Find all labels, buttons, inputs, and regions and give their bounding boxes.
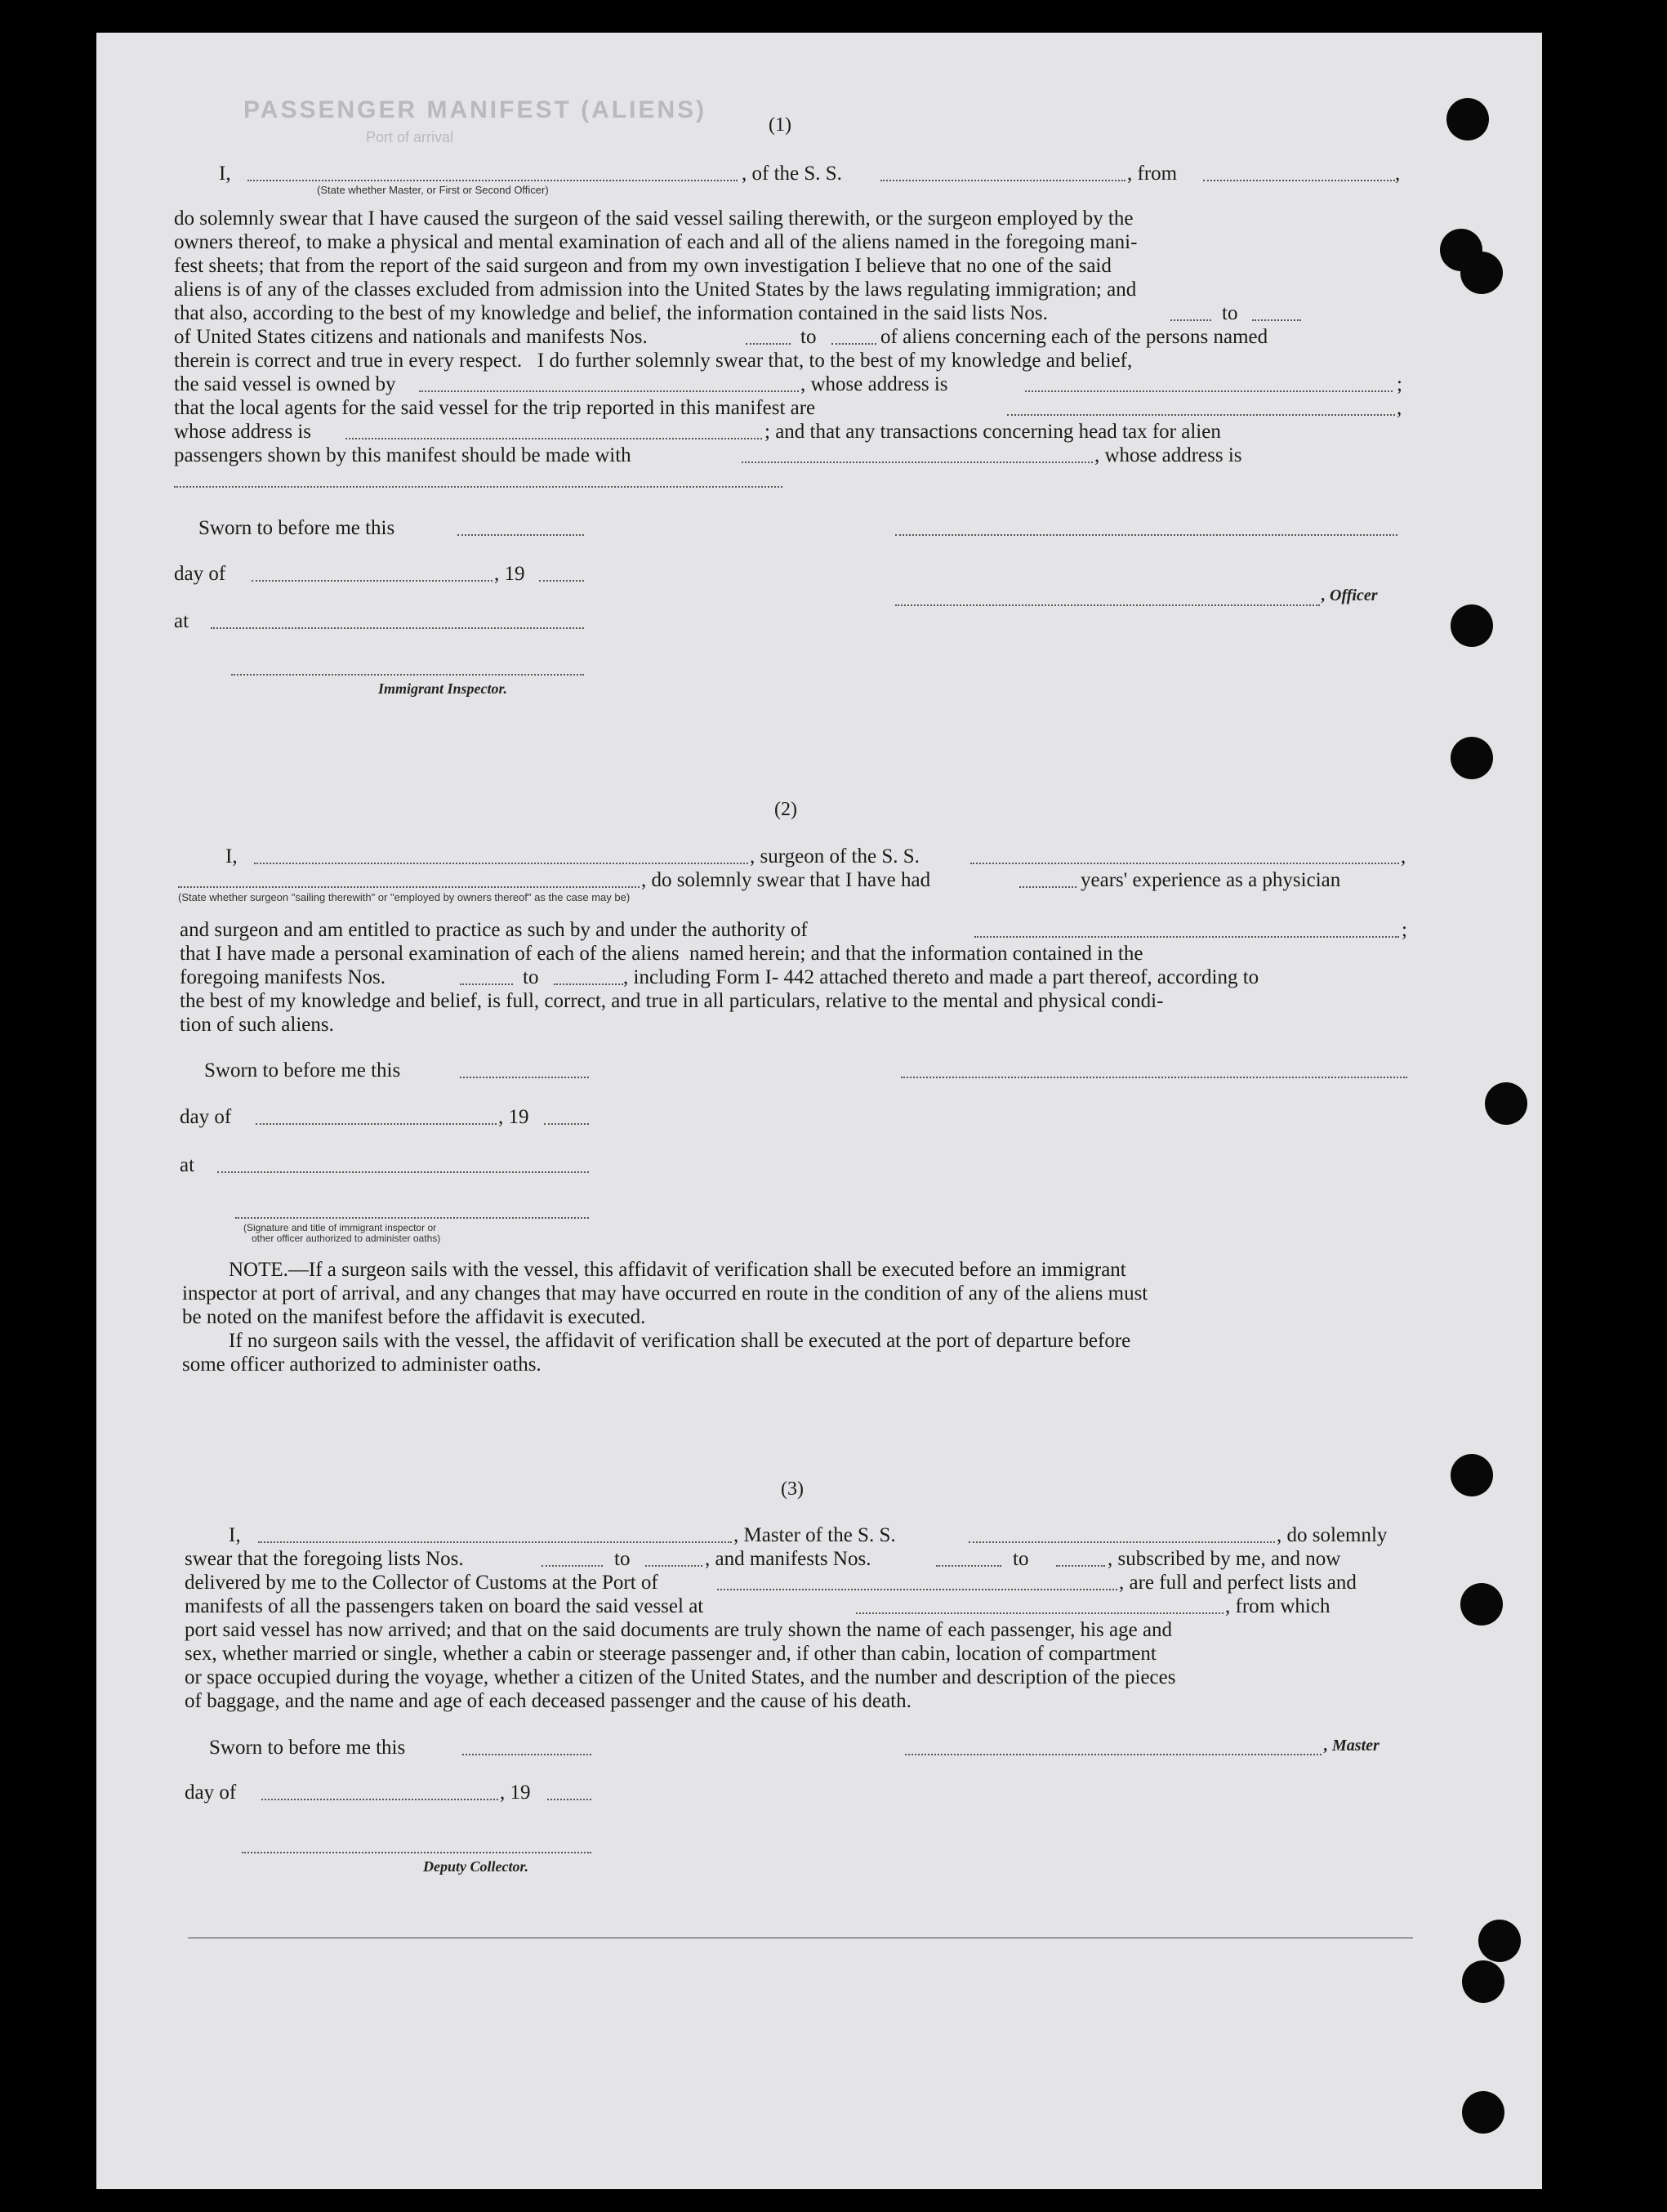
s3-body-3: manifests of all the passengers taken on board the said vessel at (185, 1595, 704, 1617)
s3-year-field[interactable] (547, 1799, 591, 1800)
s2-note-3: be noted on the manifest before the affidavit is executed. (182, 1306, 646, 1328)
s3-day-of: day of (185, 1782, 237, 1804)
s1-inspector-label: Immigrant Inspector. (378, 680, 508, 697)
s3-sworn-day-field[interactable] (462, 1754, 591, 1755)
punch-hole (1462, 1960, 1504, 2003)
s2-year: , 19 (498, 1106, 529, 1128)
s1-at-field[interactable] (211, 627, 584, 629)
s2-sig-note-1: (Signature and title of immigrant inspector or (243, 1222, 437, 1233)
s3-to-1: to (614, 1548, 631, 1570)
s2-body-3: foregoing manifests Nos. (180, 966, 386, 988)
s1-body-3: fest sheets; that from the report of the said surgeon and from my own investigation I believe that no one of the said (174, 255, 1112, 277)
s2-surgeon-type-field[interactable] (178, 886, 640, 888)
s2-surgeon-signature-field[interactable] (901, 1077, 1407, 1078)
s2-manifests-to-field[interactable] (554, 983, 623, 985)
s1-owner-address-field[interactable] (1025, 390, 1393, 392)
s1-at: at (174, 610, 189, 632)
s1-month-field[interactable] (252, 580, 493, 582)
s2-vessel-field[interactable] (970, 863, 1399, 864)
s1-body-10: whose address is (174, 421, 312, 443)
s2-authority-field[interactable] (974, 936, 1399, 938)
s2-body-2: that I have made a personal examination of each of the aliens named herein; and that the information contained in the (180, 943, 1143, 965)
s2-at-field[interactable] (217, 1171, 589, 1173)
s3-body-4: port said vessel has now arrived; and that on the said documents are truly shown the name of each passenger, his age and (185, 1619, 1173, 1641)
s1-comma: , (1395, 163, 1401, 185)
s3-and-manifests: , and manifests Nos. (705, 1548, 871, 1570)
s2-sworn: Sworn to before me this (204, 1059, 401, 1081)
s1-day-of: day of (174, 563, 226, 585)
s2-manifests-from-field[interactable] (460, 983, 513, 985)
s2-note-4: If no surgeon sails with the vessel, the affidavit of verification shall be executed at the port of departure before (229, 1330, 1131, 1352)
s2-note-2: inspector at port of arrival, and any changes that may have occurred en route in the condition of any of the aliens must (182, 1282, 1148, 1304)
s1-whose-address-2: , whose address is (1094, 444, 1242, 466)
s3-sworn: Sworn to before me this (209, 1737, 406, 1759)
s2-comma: , (1401, 845, 1406, 867)
s2-surgeon-name-field[interactable] (254, 863, 748, 864)
s3-year: , 19 (500, 1782, 531, 1804)
section-3-number: (3) (781, 1478, 804, 1500)
s2-body-1: and surgeon and am entitled to practice as such by and under the authority of (180, 919, 808, 941)
section-2-number: (2) (774, 799, 797, 820)
s1-from: , from (1127, 163, 1178, 185)
s3-body-1: swear that the foregoing lists Nos. (185, 1548, 464, 1570)
s1-semicolon: ; (1397, 373, 1402, 395)
section-1-number: (1) (769, 114, 791, 136)
s3-body-6: or space occupied during the voyage, whether a citizen of the United States, and the number and description of the pieces (185, 1666, 1176, 1688)
s2-note-1: NOTE.—If a surgeon sails with the vessel, this affidavit of verification shall be executed before an immigrant (229, 1259, 1126, 1281)
punch-hole (1460, 1583, 1503, 1626)
s2-body-4: the best of my knowledge and belief, is full, correct, and true in all particulars, relative to the mental and physical condi- (180, 990, 1164, 1012)
s2-years-exp: years' experience as a physician (1081, 869, 1341, 891)
s1-officer-signature-field[interactable] (895, 534, 1397, 536)
s2-swear: , do solemnly swear that I have had (641, 869, 931, 891)
s1-head-tax: ; and that any transactions concerning head tax for alien (764, 421, 1221, 443)
s1-i: I, (219, 163, 231, 185)
s1-officer-note: (State whether Master, or First or Second Officer) (317, 184, 549, 196)
s1-sworn: Sworn to before me this (198, 517, 395, 539)
punch-hole (1460, 252, 1503, 294)
s1-body-4: aliens is of any of the classes excluded from admission into the United States by the laws regulating immigration; and (174, 279, 1137, 301)
s1-sworn-day-field[interactable] (457, 534, 584, 536)
s1-owner-field[interactable] (419, 390, 799, 392)
s3-solemnly: , do solemnly (1277, 1524, 1388, 1546)
manifest-page (96, 33, 1542, 2189)
punch-hole (1478, 1920, 1521, 1962)
s2-day-of: day of (180, 1106, 232, 1128)
s3-master-signature-field[interactable] (905, 1754, 1322, 1755)
ghost-header-title: PASSENGER MANIFEST (ALIENS) (243, 96, 707, 123)
s1-to-2: to (800, 326, 817, 348)
s2-to: to (523, 966, 539, 988)
s3-body-2: delivered by me to the Collector of Customs at the Port of (185, 1572, 658, 1594)
s2-note-5: some officer authorized to administer oaths. (182, 1354, 542, 1376)
s3-body-7: of baggage, and the name and age of each deceased passenger and the cause of his death. (185, 1690, 912, 1712)
s3-from-which: , from which (1225, 1595, 1330, 1617)
s2-month-field[interactable] (256, 1123, 497, 1125)
s1-of-ss: , of the S. S. (742, 163, 842, 185)
s1-inspector-signature-field[interactable] (231, 674, 584, 676)
s1-body-7: therein is correct and true in every respect. I do further solemnly swear that, to the best of my knowledge and belief, (174, 350, 1133, 372)
s3-deputy-signature-field[interactable] (242, 1852, 591, 1853)
s1-year: , 19 (494, 563, 525, 585)
s1-vessel-field[interactable] (880, 180, 1125, 181)
s1-agents-field[interactable] (1007, 414, 1395, 416)
s1-year-field[interactable] (539, 580, 584, 582)
s2-year-field[interactable] (544, 1123, 589, 1125)
punch-hole (1451, 1454, 1493, 1496)
s1-officer-label: , Officer (1322, 586, 1378, 604)
s2-surgeon-note: (State whether surgeon "sailing therewith" or "employed by owners thereof" as the case may be) (178, 891, 631, 903)
s2-inspector-signature-field[interactable] (235, 1217, 589, 1219)
s3-master-of: , Master of the S. S. (733, 1524, 896, 1546)
s1-agents-address-field[interactable] (345, 438, 762, 439)
s1-manifests-from-field[interactable] (746, 343, 791, 345)
s1-comma-2: , (1397, 397, 1402, 419)
s1-body-8: the said vessel is owned by (174, 373, 396, 395)
s2-sworn-day-field[interactable] (460, 1077, 589, 1078)
s3-subscribed: , subscribed by me, and now (1108, 1548, 1341, 1570)
s3-manifests-from-field[interactable] (936, 1565, 1001, 1567)
s3-i: I, (229, 1524, 241, 1546)
s1-whose-address-1: , whose address is (800, 373, 948, 395)
s1-manifests-to-field[interactable] (831, 343, 876, 345)
s1-officer-name-field[interactable] (895, 604, 1320, 606)
s3-vessel-field[interactable] (969, 1541, 1275, 1543)
punch-hole (1451, 604, 1493, 647)
s2-surgeon-of: , surgeon of the S. S. (750, 845, 920, 867)
s1-body-5: that also, according to the best of my knowledge and belief, the information contained in the said lists Nos. (174, 302, 1048, 324)
s1-officer-field[interactable] (247, 180, 738, 181)
s3-port-field[interactable] (717, 1589, 1117, 1590)
s3-deputy-label: Deputy Collector. (423, 1858, 528, 1875)
s3-master-label: , Master (1324, 1737, 1380, 1755)
s2-semicolon: ; (1402, 919, 1407, 941)
s3-full-perfect: , are full and perfect lists and (1119, 1572, 1357, 1594)
s1-body-9: that the local agents for the said vessel for the trip reported in this manifest are (174, 397, 816, 419)
s2-i: I, (225, 845, 238, 867)
s1-body-6: of United States citizens and nationals and manifests Nos. (174, 326, 648, 348)
s3-departure-port-field[interactable] (856, 1612, 1224, 1614)
s3-month-field[interactable] (261, 1799, 498, 1800)
s1-from-field[interactable] (1203, 180, 1395, 181)
s3-lists-from-field[interactable] (542, 1565, 603, 1567)
s1-body-1: do solemnly swear that I have caused the surgeon of the said vessel sailing therewith, or the surgeon employed by the (174, 207, 1134, 230)
s1-body-2: owners thereof, to make a physical and mental examination of each and all of the aliens named in the foregoing mani- (174, 231, 1138, 253)
punch-hole (1462, 2091, 1504, 2134)
s3-to-2: to (1013, 1548, 1029, 1570)
s1-body-11: passengers shown by this manifest should be made with (174, 444, 631, 466)
s2-years-field[interactable] (1019, 886, 1076, 888)
s2-including: , including Form I- 442 attached thereto and made a part thereof, according to (623, 966, 1259, 988)
punch-hole (1451, 737, 1493, 779)
s3-lists-to-field[interactable] (645, 1565, 702, 1567)
s3-body-5: sex, whether married or single, whether a cabin or steerage passenger and, if other than cabin, location of compartment (185, 1643, 1157, 1665)
s3-manifests-to-field[interactable] (1056, 1565, 1105, 1567)
s1-headtax-party-field[interactable] (742, 462, 1093, 463)
s1-to-1: to (1222, 302, 1238, 324)
punch-hole (1485, 1082, 1527, 1125)
s1-lists-from-field[interactable] (1170, 319, 1211, 321)
s1-headtax-address-field[interactable] (174, 486, 782, 488)
s2-at: at (180, 1154, 195, 1176)
ghost-header-sub: Port of arrival (366, 129, 454, 145)
s1-lists-to-field[interactable] (1252, 319, 1301, 321)
s2-sig-note-2: other officer authorized to administer oaths) (252, 1233, 441, 1244)
punch-hole (1446, 98, 1489, 140)
s3-master-name-field[interactable] (258, 1541, 732, 1543)
s1-aliens-concerning: of aliens concerning each of the persons named (880, 326, 1268, 348)
s2-body-5: tion of such aliens. (180, 1014, 334, 1036)
